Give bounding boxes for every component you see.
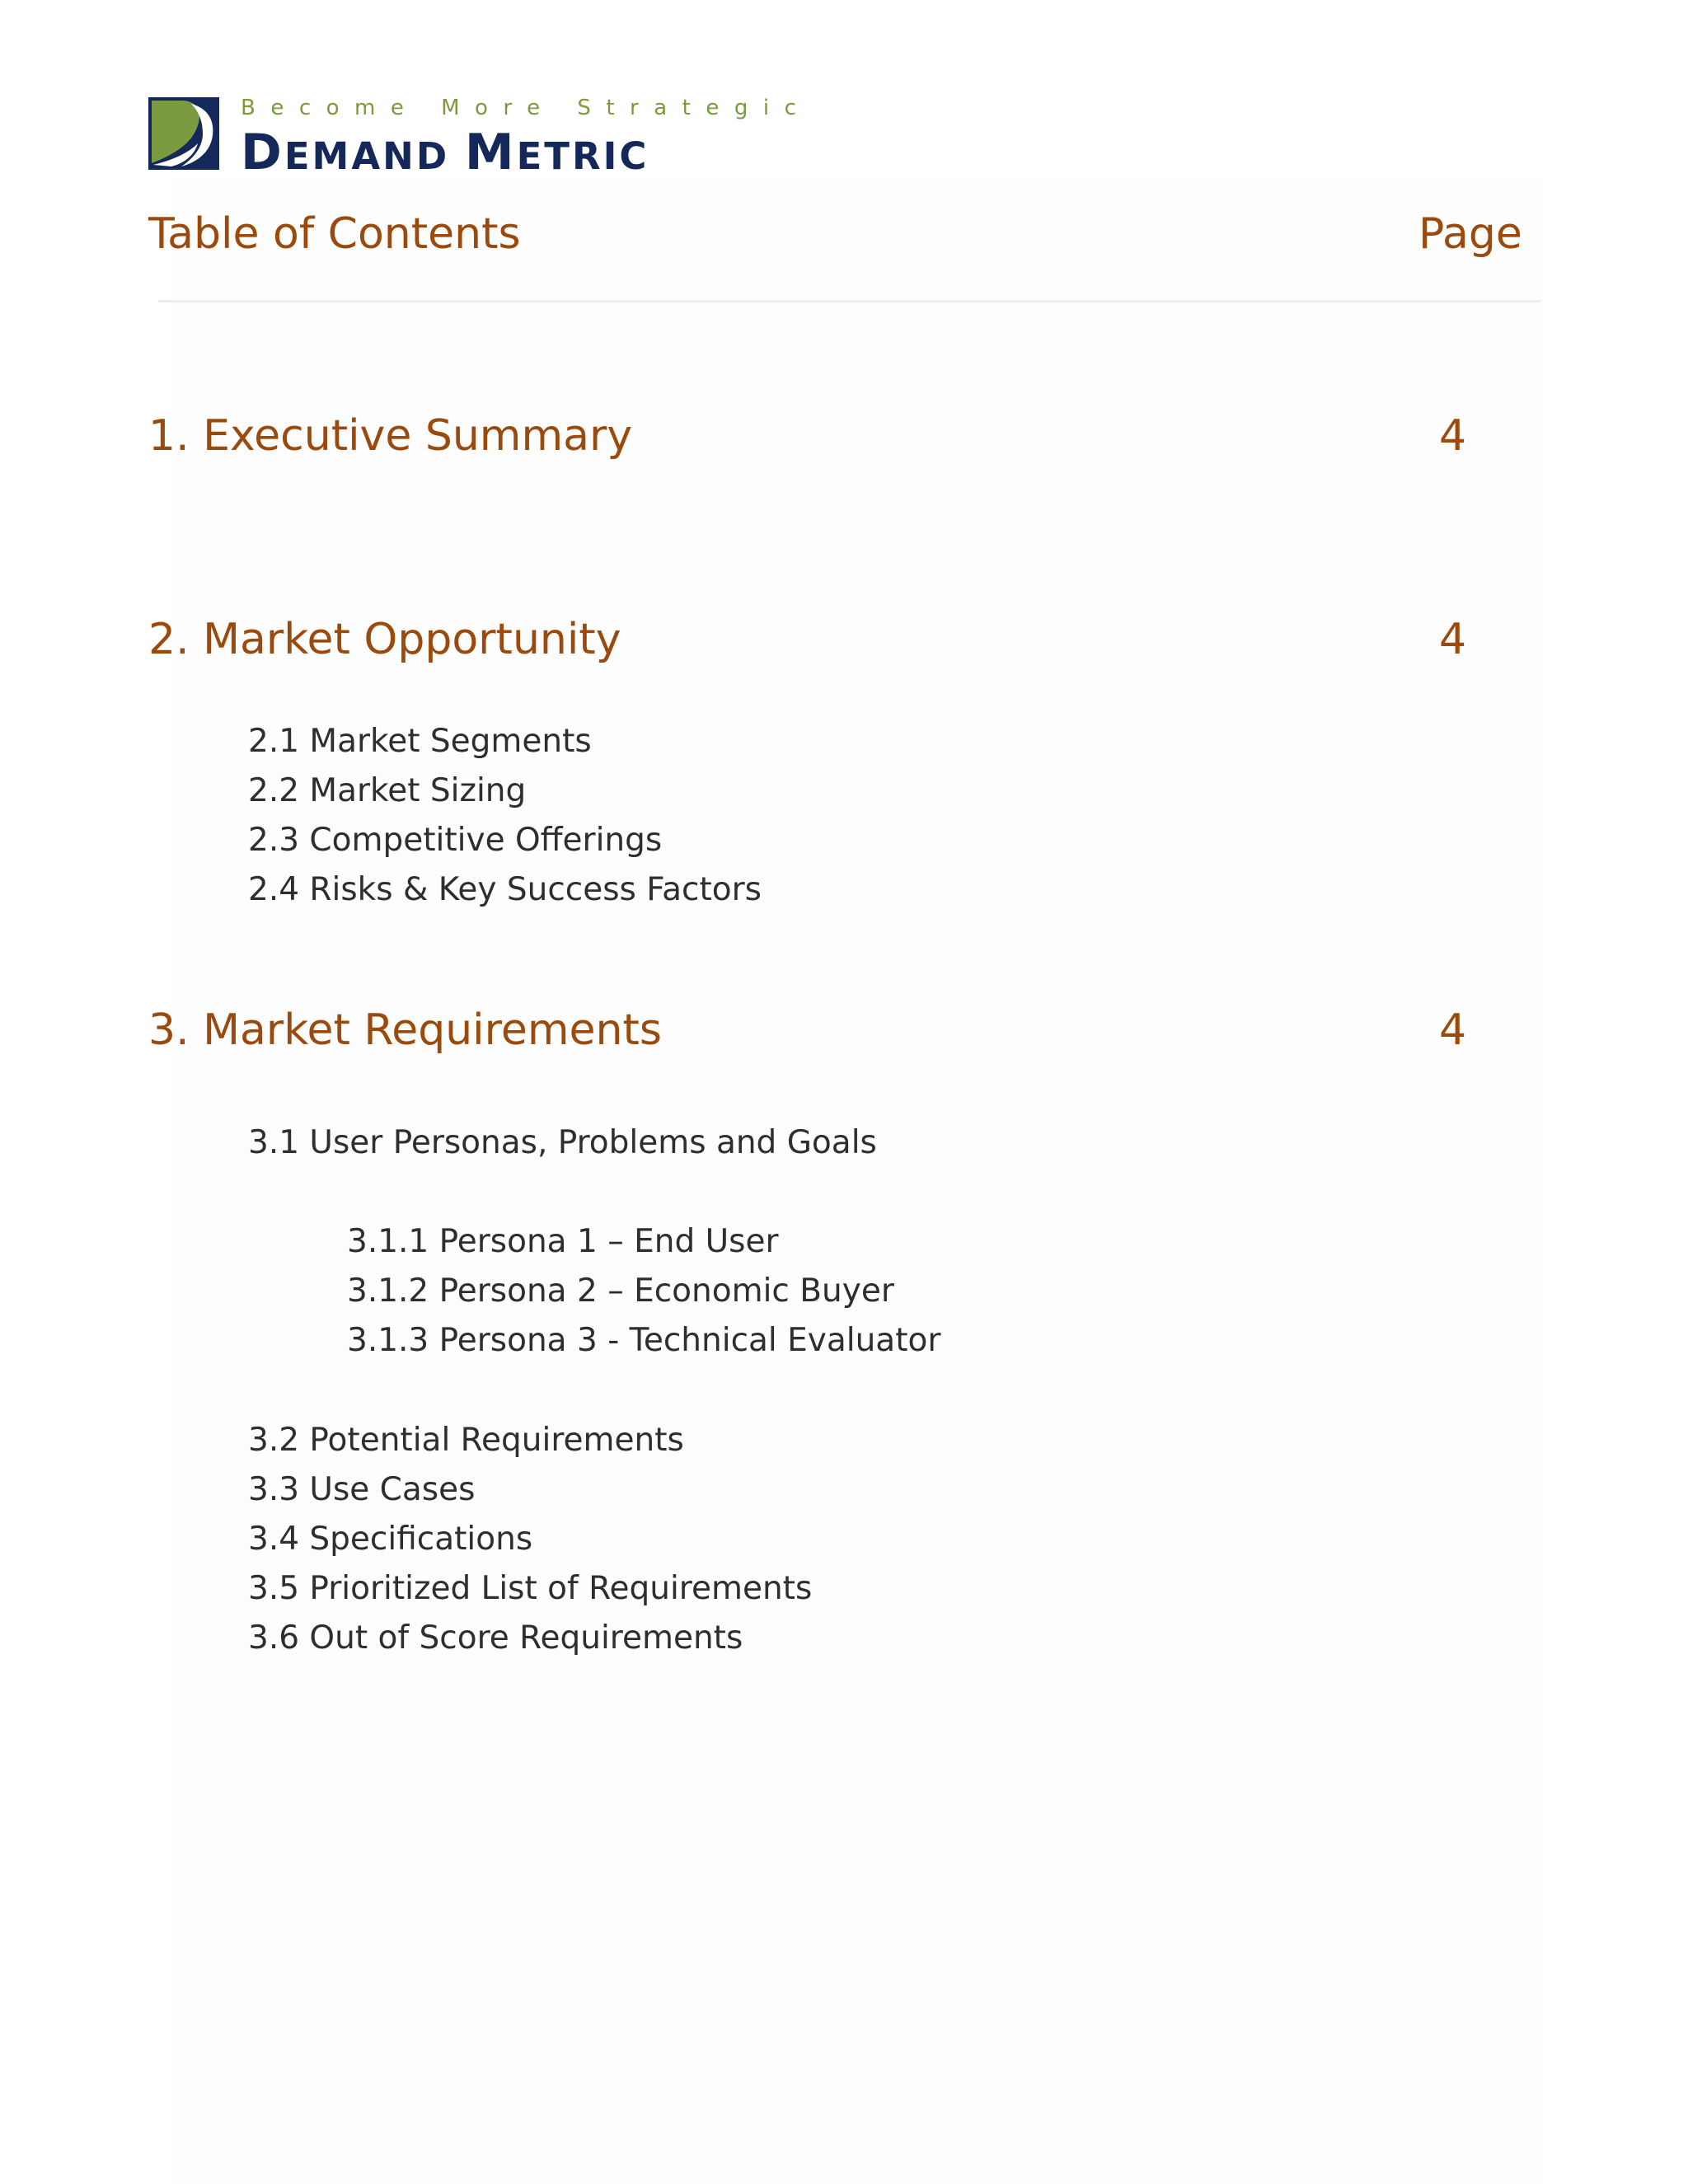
toc-item-3-3[interactable]: 3.3 Use Cases	[248, 1471, 476, 1508]
toc-item-3-4[interactable]: 3.4 Specifications	[248, 1521, 533, 1558]
content-area	[173, 181, 1541, 2184]
toc-section-2-page: 4	[1439, 615, 1467, 664]
toc-section-2[interactable]: 2. Market Opportunity	[148, 615, 621, 664]
toc-item-2-2[interactable]: 2.2 Market Sizing	[248, 772, 527, 809]
brand-name: DEMAND METRIC	[241, 124, 649, 181]
brand-tagline: Become More Strategic	[241, 96, 812, 120]
toc-item-3-6[interactable]: 3.6 Out of Score Requirements	[248, 1619, 743, 1657]
toc-section-3[interactable]: 3. Market Requirements	[148, 1005, 662, 1055]
header-divider	[158, 300, 1541, 302]
toc-section-1-page: 4	[1439, 411, 1467, 461]
toc-item-3-5[interactable]: 3.5 Prioritized List of Requirements	[248, 1570, 813, 1607]
toc-section-1[interactable]: 1. Executive Summary	[148, 411, 633, 461]
toc-item-3-1-1[interactable]: 3.1.1 Persona 1 – End User	[347, 1223, 779, 1260]
toc-item-2-3[interactable]: 2.3 Competitive Offerings	[248, 822, 663, 859]
brand-logo	[148, 96, 812, 181]
toc-item-2-4[interactable]: 2.4 Risks & Key Success Factors	[248, 871, 762, 908]
logo-mark-icon	[148, 97, 219, 170]
toc-title: Table of Contents	[148, 209, 521, 259]
toc-page-header: Page	[1418, 209, 1522, 259]
toc-item-3-1[interactable]: 3.1 User Personas, Problems and Goals	[248, 1124, 877, 1161]
toc-item-2-1[interactable]: 2.1 Market Segments	[248, 723, 592, 760]
toc-item-3-2[interactable]: 3.2 Potential Requirements	[248, 1422, 684, 1459]
toc-section-3-page: 4	[1439, 1005, 1467, 1055]
toc-item-3-1-2[interactable]: 3.1.2 Persona 2 – Economic Buyer	[347, 1272, 894, 1310]
toc-item-3-1-3[interactable]: 3.1.3 Persona 3 - Technical Evaluator	[347, 1322, 941, 1359]
